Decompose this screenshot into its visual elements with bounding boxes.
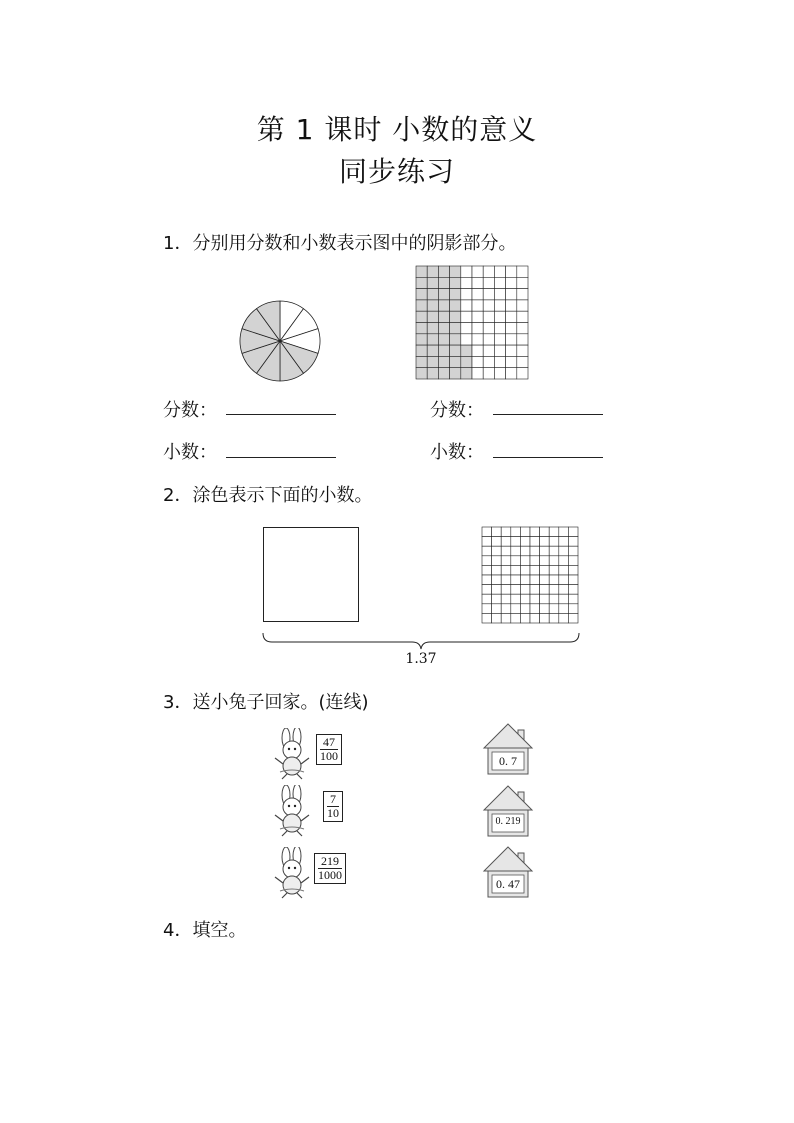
- hundredths-cell[interactable]: [559, 565, 569, 575]
- decimal-answer-blank-left[interactable]: [226, 457, 336, 458]
- hundredths-cell[interactable]: [501, 594, 511, 604]
- fraction-numerator: 47: [320, 736, 338, 750]
- grid-cell-shaded: [438, 300, 449, 311]
- hundredths-cell[interactable]: [549, 594, 559, 604]
- grid-cell: [506, 356, 517, 367]
- hundredths-cell[interactable]: [530, 565, 540, 575]
- hundredths-cell[interactable]: [492, 556, 502, 566]
- grid-cell-shaded: [450, 277, 461, 288]
- grid-cell-shaded: [438, 368, 449, 379]
- grid-cell-shaded: [427, 356, 438, 367]
- grid-cell: [483, 334, 494, 345]
- grid-cell: [506, 323, 517, 334]
- hundredths-cell[interactable]: [540, 613, 550, 623]
- grid-cell: [506, 345, 517, 356]
- hundredths-cell[interactable]: [501, 604, 511, 614]
- grid-cell-shaded: [427, 266, 438, 277]
- hundredths-cell[interactable]: [540, 556, 550, 566]
- hundredths-cell[interactable]: [530, 527, 540, 537]
- grid-cell-shaded: [438, 289, 449, 300]
- house-icon: [482, 784, 534, 838]
- hundredths-cell[interactable]: [482, 556, 492, 566]
- rabbit-icon: [270, 847, 314, 899]
- grid-cell: [483, 356, 494, 367]
- hundredths-cell[interactable]: [520, 546, 530, 556]
- house-item[interactable]: [482, 722, 534, 776]
- grid-cell: [461, 289, 472, 300]
- hundredths-cell[interactable]: [568, 546, 578, 556]
- grid-cell-shaded: [416, 345, 427, 356]
- hundredths-cell[interactable]: [492, 527, 502, 537]
- hundredths-cell[interactable]: [520, 613, 530, 623]
- grid-cell-shaded: [427, 368, 438, 379]
- grid-cell: [461, 323, 472, 334]
- grid-cell: [494, 266, 505, 277]
- grid-cell-shaded: [450, 266, 461, 277]
- hundredths-cell[interactable]: [520, 604, 530, 614]
- hundredths-cell[interactable]: [511, 585, 521, 595]
- grid-cell: [461, 334, 472, 345]
- hundredths-cell[interactable]: [540, 585, 550, 595]
- hundredths-cell[interactable]: [501, 527, 511, 537]
- grid-cell: [483, 311, 494, 322]
- grid-cell: [506, 277, 517, 288]
- grid-cell-shaded: [416, 323, 427, 334]
- decimal-label-left: 小数：: [163, 442, 217, 463]
- hundredths-cell[interactable]: [511, 527, 521, 537]
- hundredths-cell[interactable]: [530, 556, 540, 566]
- house-item[interactable]: [482, 845, 534, 899]
- fraction-numerator: 7: [327, 793, 339, 807]
- shaded-grid-figure: [415, 265, 530, 381]
- grid-cell: [472, 266, 483, 277]
- hundredths-cell[interactable]: [568, 556, 578, 566]
- hundredths-cell[interactable]: [530, 537, 540, 547]
- hundredths-cell[interactable]: [520, 585, 530, 595]
- hundredths-cell[interactable]: [520, 537, 530, 547]
- hundredths-cell[interactable]: [482, 613, 492, 623]
- question-4-prompt: 4．填空。: [163, 920, 247, 941]
- hundredths-cell[interactable]: [492, 546, 502, 556]
- hundredths-cell[interactable]: [568, 565, 578, 575]
- shaded-circle-figure: [237, 298, 323, 384]
- grid-cell: [517, 300, 528, 311]
- grid-cell: [472, 311, 483, 322]
- fraction-label-left: 分数：: [163, 400, 217, 421]
- grid-cell-shaded: [416, 356, 427, 367]
- rabbit-icon: [270, 728, 314, 780]
- grid-cell: [461, 311, 472, 322]
- rabbit-item[interactable]: [270, 728, 314, 784]
- hundredths-cell[interactable]: [559, 527, 569, 537]
- fraction-denominator: 100: [320, 749, 338, 763]
- grid-cell-shaded: [461, 345, 472, 356]
- hundredths-cell[interactable]: [530, 575, 540, 585]
- grid-cell-shaded: [416, 277, 427, 288]
- hundredths-cell[interactable]: [520, 565, 530, 575]
- hundredths-cell[interactable]: [559, 546, 569, 556]
- grid-cell: [472, 289, 483, 300]
- hundredths-cell[interactable]: [530, 546, 540, 556]
- hundredths-cell[interactable]: [568, 537, 578, 547]
- grid-cell-shaded: [438, 345, 449, 356]
- grid-cell-shaded: [416, 368, 427, 379]
- grid-cell-shaded: [461, 356, 472, 367]
- hundredths-cell[interactable]: [549, 613, 559, 623]
- hundredths-cell[interactable]: [511, 594, 521, 604]
- hundredths-cell[interactable]: [530, 604, 540, 614]
- hundredths-cell[interactable]: [482, 594, 492, 604]
- hundredths-cell[interactable]: [568, 575, 578, 585]
- grid-cell-shaded: [438, 323, 449, 334]
- grid-cell-shaded: [450, 356, 461, 367]
- grid-cell: [517, 323, 528, 334]
- grid-cell: [517, 356, 528, 367]
- hundredths-cell[interactable]: [482, 585, 492, 595]
- grid-cell-shaded: [427, 300, 438, 311]
- grid-cell: [494, 300, 505, 311]
- grid-cell: [483, 300, 494, 311]
- grid-cell: [461, 277, 472, 288]
- hundredths-cell[interactable]: [492, 594, 502, 604]
- grid-cell: [506, 289, 517, 300]
- decimal-label-right: 小数：: [430, 442, 484, 463]
- hundredths-cell[interactable]: [492, 565, 502, 575]
- grid-cell: [494, 345, 505, 356]
- grid-cell-shaded: [416, 334, 427, 345]
- grid-cell: [517, 289, 528, 300]
- hundredths-cell[interactable]: [549, 537, 559, 547]
- decimal-value-label: 1.37: [405, 651, 437, 667]
- hundredths-cell[interactable]: [492, 613, 502, 623]
- grid-cell: [472, 368, 483, 379]
- rabbit-item[interactable]: [270, 785, 314, 841]
- hundredths-cell[interactable]: [549, 527, 559, 537]
- grid-cell: [483, 345, 494, 356]
- hundredths-cell[interactable]: [501, 556, 511, 566]
- grid-cell: [517, 277, 528, 288]
- grid-cell-shaded: [450, 368, 461, 379]
- grid-cell-shaded: [416, 289, 427, 300]
- hundredths-cell[interactable]: [520, 575, 530, 585]
- hundredths-cell[interactable]: [492, 575, 502, 585]
- hundredths-cell[interactable]: [501, 565, 511, 575]
- grid-cell-shaded: [461, 368, 472, 379]
- grid-cell: [494, 368, 505, 379]
- hundredths-cell[interactable]: [549, 575, 559, 585]
- grid-cell-shaded: [438, 311, 449, 322]
- hundredths-cell[interactable]: [492, 585, 502, 595]
- grid-cell: [472, 277, 483, 288]
- hundredths-cell[interactable]: [549, 546, 559, 556]
- hundredths-cell[interactable]: [540, 537, 550, 547]
- hundredths-cell[interactable]: [482, 537, 492, 547]
- hundredths-cell[interactable]: [549, 604, 559, 614]
- rabbit-icon: [270, 785, 314, 837]
- fraction-card[interactable]: [323, 791, 343, 822]
- grid-cell-shaded: [416, 266, 427, 277]
- hundredths-cell[interactable]: [540, 546, 550, 556]
- hundredths-cell[interactable]: [511, 575, 521, 585]
- fraction-denominator: 10: [327, 806, 339, 820]
- grid-cell: [506, 311, 517, 322]
- hundredths-cell[interactable]: [568, 527, 578, 537]
- fraction-card[interactable]: [314, 853, 346, 884]
- hundredths-cell[interactable]: [520, 527, 530, 537]
- hundredths-cell[interactable]: [511, 604, 521, 614]
- hundredths-cell[interactable]: [482, 565, 492, 575]
- hundredths-cell[interactable]: [501, 546, 511, 556]
- hundredths-cell[interactable]: [520, 556, 530, 566]
- rabbit-item[interactable]: [270, 847, 314, 903]
- hundredths-cell[interactable]: [492, 537, 502, 547]
- hundredths-cell[interactable]: [540, 594, 550, 604]
- grid-cell-shaded: [438, 266, 449, 277]
- grid-cell-shaded: [427, 334, 438, 345]
- grid-cell: [517, 311, 528, 322]
- hundredths-cell[interactable]: [540, 604, 550, 614]
- hundredths-cell[interactable]: [549, 556, 559, 566]
- hundredths-cell[interactable]: [501, 613, 511, 623]
- grid-cell-shaded: [416, 300, 427, 311]
- question-2-prompt: 2．涂色表示下面的小数。: [163, 485, 373, 506]
- house-label: 0. 7: [499, 754, 517, 768]
- question-1-prompt: 1．分别用分数和小数表示图中的阴影部分。: [163, 233, 517, 254]
- grid-cell: [517, 368, 528, 379]
- grid-cell-shaded: [416, 311, 427, 322]
- hundredths-cell[interactable]: [549, 585, 559, 595]
- house-label: 0. 219: [495, 816, 521, 827]
- house-item[interactable]: [482, 784, 534, 838]
- grid-cell: [472, 323, 483, 334]
- grid-cell: [472, 345, 483, 356]
- hundredths-cell[interactable]: [568, 594, 578, 604]
- hundredths-cell[interactable]: [530, 613, 540, 623]
- hundredths-cell[interactable]: [511, 546, 521, 556]
- hundredths-cell[interactable]: [559, 594, 569, 604]
- house-label: 0. 47: [496, 877, 520, 891]
- decimal-answer-blank-right[interactable]: [493, 457, 603, 458]
- grid-cell-shaded: [450, 334, 461, 345]
- hundredths-cell[interactable]: [482, 604, 492, 614]
- hundredths-cell[interactable]: [559, 604, 569, 614]
- grid-cell: [483, 323, 494, 334]
- hundredths-cell[interactable]: [501, 575, 511, 585]
- grid-cell: [494, 334, 505, 345]
- grid-cell: [483, 289, 494, 300]
- grid-cell: [494, 311, 505, 322]
- hundredths-cell[interactable]: [540, 575, 550, 585]
- grid-cell: [517, 345, 528, 356]
- grid-cell: [506, 368, 517, 379]
- hundredths-cell[interactable]: [482, 575, 492, 585]
- question-3-prompt: 3．送小兔子回家。(连线): [163, 692, 369, 713]
- hundredths-cell[interactable]: [511, 537, 521, 547]
- grid-cell: [461, 266, 472, 277]
- hundredths-cell[interactable]: [559, 556, 569, 566]
- page-title: 第 1 课时 小数的意义: [256, 113, 538, 146]
- grid-cell: [472, 334, 483, 345]
- page-subtitle: 同步练习: [338, 155, 455, 188]
- grid-cell: [461, 300, 472, 311]
- brace: [262, 632, 580, 650]
- grid-cell-shaded: [427, 289, 438, 300]
- hundredths-grid[interactable]: [481, 526, 579, 624]
- hundredths-cell[interactable]: [559, 585, 569, 595]
- hundredths-cell[interactable]: [540, 527, 550, 537]
- hundredths-cell[interactable]: [568, 613, 578, 623]
- grid-cell: [506, 300, 517, 311]
- grid-cell-shaded: [450, 300, 461, 311]
- grid-cell-shaded: [450, 311, 461, 322]
- hundredths-cell[interactable]: [559, 575, 569, 585]
- grid-cell-shaded: [450, 323, 461, 334]
- grid-cell: [483, 266, 494, 277]
- fraction-denominator: 1000: [318, 868, 342, 882]
- grid-cell-shaded: [438, 356, 449, 367]
- hundredths-cell[interactable]: [511, 556, 521, 566]
- grid-cell-shaded: [450, 345, 461, 356]
- hundredths-cell[interactable]: [520, 594, 530, 604]
- hundredths-cell[interactable]: [482, 527, 492, 537]
- hundredths-cell[interactable]: [501, 585, 511, 595]
- fraction-numerator: 219: [318, 855, 342, 869]
- hundredths-cell[interactable]: [482, 546, 492, 556]
- hundredths-cell[interactable]: [530, 594, 540, 604]
- grid-cell: [494, 323, 505, 334]
- grid-cell: [517, 334, 528, 345]
- grid-cell-shaded: [438, 277, 449, 288]
- grid-cell-shaded: [438, 334, 449, 345]
- grid-cell: [494, 289, 505, 300]
- grid-cell: [517, 266, 528, 277]
- grid-cell-shaded: [427, 323, 438, 334]
- whole-square[interactable]: [263, 527, 359, 622]
- grid-cell: [472, 300, 483, 311]
- hundredths-cell[interactable]: [559, 537, 569, 547]
- hundredths-cell[interactable]: [511, 565, 521, 575]
- fraction-card[interactable]: [316, 734, 342, 765]
- hundredths-cell[interactable]: [568, 585, 578, 595]
- fraction-label-right: 分数：: [430, 400, 484, 421]
- hundredths-cell[interactable]: [559, 613, 569, 623]
- hundredths-cell[interactable]: [549, 565, 559, 575]
- fraction-answer-blank-left[interactable]: [226, 414, 336, 415]
- grid-cell-shaded: [427, 345, 438, 356]
- grid-cell: [506, 334, 517, 345]
- grid-cell-shaded: [427, 277, 438, 288]
- hundredths-cell[interactable]: [568, 604, 578, 614]
- grid-cell: [483, 368, 494, 379]
- fraction-answer-blank-right[interactable]: [493, 414, 603, 415]
- grid-cell-shaded: [427, 311, 438, 322]
- grid-cell: [472, 356, 483, 367]
- grid-cell: [494, 277, 505, 288]
- hundredths-cell[interactable]: [501, 537, 511, 547]
- hundredths-cell[interactable]: [492, 604, 502, 614]
- grid-cell: [483, 277, 494, 288]
- grid-cell-shaded: [450, 289, 461, 300]
- hundredths-cell[interactable]: [511, 613, 521, 623]
- grid-cell: [506, 266, 517, 277]
- grid-cell: [494, 356, 505, 367]
- hundredths-cell[interactable]: [530, 585, 540, 595]
- hundredths-cell[interactable]: [540, 565, 550, 575]
